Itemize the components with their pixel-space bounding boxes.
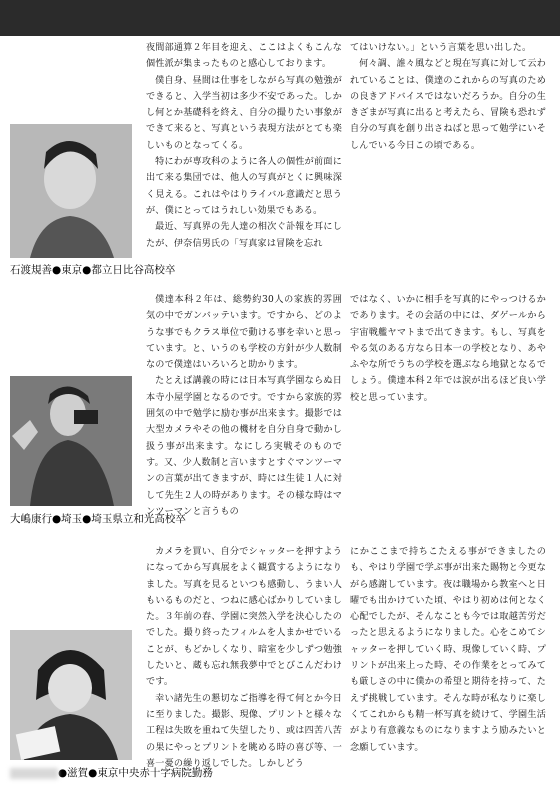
paragraph: 最近、写真界の先人達の相次ぐ訃報を耳にしたが、伊奈信男氏の「写真家は冒険を忘れ xyxy=(146,222,342,249)
paragraph: ではなく、いかに相手を写真的にやっつけるかであります。その会話の中には、ダゲールから宇宙戦艦ヤマトまで出てきます。もし、写真をやる気のある方なら日本一の学校となり、あやふやな所でうちの学校を選ぶなら地獄となるでしょう。僕達本科２年では涙が出るほど良い学校と思っています。 xyxy=(350,295,546,403)
text-column-1b xyxy=(350,40,546,154)
bullet-icon: ● xyxy=(52,264,62,276)
paragraph: てはいけない。」という言葉を思い出した。 xyxy=(350,43,532,53)
paragraph: 夜間部通算２年目を迎え、ここはよくもこんな個性派が集まったものと感心しております。 xyxy=(146,43,342,70)
school: 都立日比谷高校卒 xyxy=(91,264,176,276)
workplace: 東京中央赤十字病院勤務 xyxy=(97,767,213,779)
student-name: 石渡規善 xyxy=(10,264,52,276)
profile-section-1 xyxy=(0,40,560,290)
bullet-icon: ● xyxy=(88,767,98,779)
hometown: 滋賀 xyxy=(67,767,89,779)
text-column-2b xyxy=(350,292,546,406)
school: 埼玉県立和光高校卒 xyxy=(91,513,186,525)
portrait-photo-1 xyxy=(10,124,132,258)
bullet-icon: ● xyxy=(82,513,92,525)
bullet-icon: ● xyxy=(82,264,92,276)
profile-section-3 xyxy=(0,544,560,794)
paragraph: 特にわが専攻科のように各人の個性が前面に出て来る集団では、他人の写真がとくに興味深く見える。これはやはりライバル意識だと思うが、僕にとってはうれしい効果でもある。 xyxy=(146,157,342,216)
paragraph: 僕自身、昼間は仕事をしながら写真の勉強ができると、入学当初は多少不安であった。しかし何とか基礎科を終え、自分の撮りたい事象ができて来ると、写真という表現方法がとても楽しいものとなってくる。 xyxy=(146,75,342,151)
portrait-photo-2 xyxy=(10,376,132,506)
text-column-3a xyxy=(146,544,342,772)
hometown: 東京 xyxy=(61,264,83,276)
paragraph: 僕達本科２年は、総勢約30人の家族的雰囲気の中でガンバッテいます。ですから、どのような事でもクラス単位で動ける事を幸いと思っています。と、いうのも学校の方針が少人数制なので僕達はいろいろと助かります。 xyxy=(146,295,342,371)
paragraph: 何々調、誰々風などと現在写真に対して云われていることは、僕達のこれからの写真のための良きアドバイスではないだろうか。自分の生きざまが写真に出ると考えたら、冒険も恐れず自分の写真を創り出さねばと思って勉学にいそしんでいる今日この頃である。 xyxy=(350,59,546,151)
bullet-icon: ● xyxy=(58,767,68,779)
redacted-name xyxy=(10,768,58,779)
text-column-1a xyxy=(146,40,342,252)
profile-section-2 xyxy=(0,292,560,532)
paragraph: たとえば講義の時には日本写真学園ならぬ日本寺小屋学園となるのです。ですから家族的雰囲気の中で勉学に励む事が出来ます。撮影では大型カメラやその他の機材を自分自身で動かし扱う事が出来ます。なにしろ実戦そのものです。又、少人数制と言いますとすぐマンツーマンの言葉が出てきますが、時には生徒１人に対して先生２人の時があります。その様な時はマンツーマンと言うもの xyxy=(146,376,342,517)
hometown: 埼玉 xyxy=(61,513,83,525)
paragraph: カメラを買い、自分でシャッターを押すようになってから写真展をよく観賞するようになりました。写真を見るといつも感動し、うまい人もいるものだと、つねに感心ばかりしていました。３年前の春、学園に突然入学を決心したのでした。撮り終ったフィルムを人まかせでいることが、もどかしくなり、暗室を少しずつ勉強したいと、蔵も忘れ無我夢中でとびこんだわけです。 xyxy=(146,547,342,688)
paragraph: 幸い諸先生の懇切なご指導を得て何とか今日に至りました。撮影、現像、プリントと様々な工程は失敗を重ねて失望したり、或は四苦八苦の果にやっとプリントを眺める時の喜び等、一喜一憂の繰り返しでした。しかしどう xyxy=(146,693,342,769)
header-bar xyxy=(0,0,560,36)
text-column-2a xyxy=(146,292,342,520)
caption-1 xyxy=(10,263,175,277)
text-column-3b xyxy=(350,544,546,756)
student-name: 大嶋康行 xyxy=(10,513,52,525)
portrait-photo-3 xyxy=(10,630,132,760)
bullet-icon: ● xyxy=(52,513,62,525)
paragraph: にかここまで持ちこたえる事ができましたのも、やはり学園で学ぶ事が出来た賜物と今更ながら感謝しています。夜は職場から教室へと日曜でも出かけていた頃、やはり初めは何となく心配でしたが、そんなことも今では取越苦労だったと思えるようになりました。心をこめてシャッターを押していく時、現像していく時、プリントが出来上った時、その作業をとってみても厳しさの中に僕かの希望と期待を持って、たえず挑戦しています。そんな時が私なりに楽しくてこれからも精一杯写真を続けて、学園生活がより有意義なものになりますよう励みたいと念願しています。 xyxy=(350,547,546,753)
